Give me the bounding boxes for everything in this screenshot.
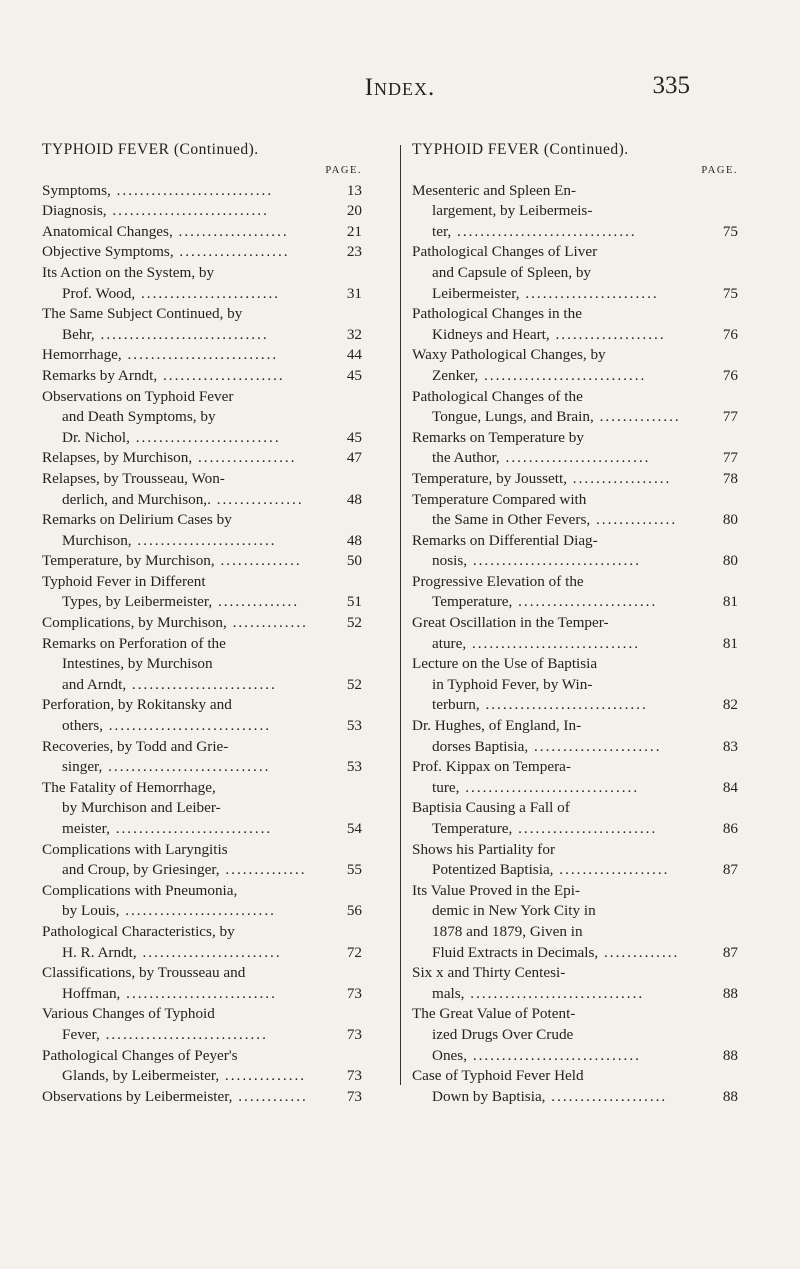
leader-dots: ....................... [519,284,659,302]
leader-dots: ........................... [106,202,269,220]
entry-text: The Fatality of Hemorrhage, [42,778,216,796]
index-entry [42,510,362,551]
entry-page: 73 [346,1025,362,1043]
entry-page: 13 [346,181,362,199]
index-entry [412,469,738,490]
index-entry [42,551,362,572]
index-entry [42,634,362,696]
entry-text: dorses Baptisia, [432,737,529,755]
entry-text: Pathological Changes of Liver [412,243,598,261]
leader-dots: ............................. [466,634,641,652]
entry-text: by Murchison and Leiber- [62,799,221,817]
entry-text: Behr, [62,325,95,343]
entry-text: and Death Symptoms, by [62,408,216,426]
entry-list [42,181,362,1108]
entry-text: Progressive Elevation of the [412,572,584,590]
leader-dots: .............. [214,552,302,570]
entry-text: Intestines, by Murchison [62,655,213,673]
entry-text: Hemorrhage, [42,346,122,364]
entry-text: Various Changes of Typhoid [42,1005,215,1023]
leader-dots: .......................... [120,984,277,1002]
running-title: Index. [364,74,436,101]
leader-dots: ................... [172,222,289,240]
leader-dots: .............. [593,408,681,426]
entry-text: Observations by Leibermeister, [42,1087,233,1105]
entry-page: 52 [346,614,362,632]
leader-dots: .............................. [459,778,640,796]
leader-dots: ............. [598,943,680,961]
entry-text: Observations on Typhoid Fever [42,387,234,405]
entry-page: 78 [722,469,738,487]
entry-text: mals, [432,984,465,1002]
entry-text: Prof. Wood, [62,284,136,302]
entry-page: 88 [722,1087,738,1105]
entry-text: Shows his Partiality for [412,840,556,858]
entry-text: Remarks on Temperature by [412,428,584,446]
entry-text: Potentized Baptisia, [432,861,554,879]
entry-text: Temperature, [432,593,513,611]
entry-page: 20 [346,202,362,220]
entry-text: in Typhoid Fever, by Win- [432,675,593,693]
entry-page: 82 [722,696,738,714]
entry-text: Dr. Nichol, [62,428,130,446]
index-entry [412,840,738,881]
entry-page: 87 [722,861,738,879]
index-entry [412,613,738,654]
leader-dots: ............................. [467,1046,641,1064]
entry-text: Prof. Kippax on Tempera- [412,758,571,776]
index-entry [42,881,362,922]
entry-text: Its Value Proved in the Epi- [412,881,581,899]
entry-page: 75 [722,284,738,302]
entry-text: Temperature, [432,820,513,837]
leader-dots: ............................... [451,222,637,240]
entry-text: Complications with Pneumonia, [42,881,238,899]
index-entry [42,263,362,304]
leader-dots: ................... [549,325,666,343]
index-entry [42,1087,362,1108]
entry-text: 1878 and 1879, Given in [432,922,583,940]
entry-text: others, [62,717,103,735]
index-entry [412,345,738,386]
page-label: PAGE. [325,164,362,176]
index-entry [412,572,738,613]
entry-page: 56 [346,902,362,920]
entry-text: the Author, [432,449,500,467]
index-entry [412,387,738,428]
leader-dots: .................... [545,1087,668,1105]
entry-page: 88 [722,1046,738,1064]
index-entry [412,181,738,243]
entry-text: the Same in Other Fevers, [432,511,591,529]
leader-dots: ................. [192,449,297,467]
entry-text: terburn, [432,696,480,714]
entry-text: Remarks by Arndt, [42,366,158,384]
entry-text: Pathological Characteristics, by [42,922,235,940]
entry-page: 73 [346,1087,362,1105]
index-column-right [412,140,738,1107]
index-entry [412,798,738,839]
entry-page: 76 [722,325,738,343]
entry-text: Relapses, by Murchison, [42,449,193,467]
entry-page: 44 [346,346,362,364]
index-entry [42,304,362,345]
leader-dots: ........................ [131,531,277,549]
entry-text: Pathological Changes of Peyer's [42,1046,238,1064]
leader-dots: ............................ [478,366,647,384]
entry-text: Perforation, by Rokitansky and [42,696,232,714]
entry-page: 50 [346,552,362,570]
leader-dots: .............. [212,593,300,611]
entry-text: ature, [432,634,467,652]
leader-dots: .............................. [464,984,645,1002]
entry-text: ter, [432,222,452,240]
entry-page: 53 [346,717,362,735]
entry-text: The Same Subject Continued, by [42,305,243,323]
leader-dots: ............................. [94,325,269,343]
entry-text: Hoffman, [62,984,121,1002]
entry-text: Case of Typhoid Fever Held [412,1067,584,1085]
entry-page: 73 [346,1067,362,1085]
entry-page: 23 [346,243,362,261]
entry-text: Remarks on Differential Diag- [412,531,598,549]
leader-dots: ........................ [512,820,658,837]
column-title: TYPHOID FEVER (Continued). [412,141,629,158]
leader-dots: ............................ [102,758,271,776]
entry-text: and Croup, by Griesinger, [62,861,220,879]
index-entry [42,345,362,366]
entry-page: 52 [346,675,362,693]
entry-page: 77 [722,408,738,426]
entry-text: derlich, and Murchison,. [62,490,211,508]
entry-page: 83 [722,737,738,755]
entry-page: 72 [346,943,362,961]
leader-dots: .......................... [121,346,279,364]
leader-dots: ......................... [129,428,281,446]
leader-dots: ........................ [135,284,281,302]
index-entry [42,963,362,1004]
entry-text: and Arndt, [62,675,127,693]
entry-page: 55 [346,861,362,879]
entry-text: Relapses, by Trousseau, Won- [42,469,225,487]
leader-dots: ........................... [109,820,273,837]
entry-text: Fluid Extracts in Decimals, [432,943,599,961]
index-column-left [42,140,362,1107]
index-entry [42,181,362,202]
leader-dots: ........................ [136,943,282,961]
entry-text: Murchison, [62,531,132,549]
leader-dots: ............................ [479,696,648,714]
entry-page: 88 [722,984,738,1002]
leader-dots: ................... [553,861,670,879]
entry-text: Symptoms, [42,181,111,199]
entry-text: Diagnosis, [42,202,107,220]
entry-text: by Louis, [62,902,120,920]
entry-text: largement, by Leibermeis- [432,202,593,220]
entry-text: Glands, by Leibermeister, [62,1067,220,1085]
entry-text: Recoveries, by Todd and Grie- [42,737,229,755]
entry-list [412,181,738,1108]
entry-page: 84 [722,778,738,796]
entry-text: Temperature Compared with [412,490,587,508]
entry-page: 31 [346,284,362,302]
entry-text: Leibermeister, [432,284,520,302]
page-header [0,70,800,110]
entry-text: Classifications, by Trousseau and [42,964,246,982]
index-entry [412,881,738,963]
entry-page: 32 [346,325,362,343]
index-entry [412,716,738,757]
entry-page: 47 [346,449,362,467]
leader-dots: ............................ [102,717,272,735]
index-entry [42,366,362,387]
index-entry [42,222,362,243]
entry-text: Down by Baptisia, [432,1087,546,1105]
leader-dots: ..................... [157,366,285,384]
leader-dots: ........................ [512,593,658,611]
entry-text: Great Oscillation in the Temper- [412,614,609,632]
entry-text: Waxy Pathological Changes, by [412,346,606,364]
entry-page: 51 [346,593,362,611]
entry-page: 53 [346,758,362,776]
index-entry [412,428,738,469]
leader-dots: .......................... [119,902,276,920]
entry-text: Complications, by Murchison, [42,614,227,632]
leader-dots: ............. [226,614,308,632]
entry-text: Mesenteric and Spleen En- [412,181,577,199]
entry-text: Zenker, [432,366,479,384]
entry-page: 75 [722,222,738,240]
index-entry [42,840,362,881]
leader-dots: .............. [219,861,307,879]
index-entry [412,654,738,716]
entry-text: Tongue, Lungs, and Brain, [432,408,594,426]
index-entry [412,1066,738,1107]
leader-dots: ............... [210,490,304,508]
entry-page: 81 [722,593,738,611]
page-label: PAGE. [701,164,738,176]
leader-dots: ............ [232,1087,308,1105]
index-entry [412,531,738,572]
entry-text: The Great Value of Potent- [412,1005,576,1023]
entry-text: Dr. Hughes, of England, In- [412,717,582,735]
entry-text: Lecture on the Use of Baptisia [412,655,598,673]
leader-dots: ...................... [528,737,662,755]
leader-dots: ................. [567,469,672,487]
entry-text: Temperature, by Joussett, [412,469,567,487]
index-entry [42,201,362,222]
leader-dots: ............................ [99,1025,268,1043]
index-entry [42,778,362,840]
entry-text: H. R. Arndt, [62,943,137,961]
leader-dots: ................... [173,243,290,261]
entry-page: 45 [346,428,362,446]
index-entry [412,304,738,345]
entry-text: demic in New York City in [432,902,596,920]
entry-page: 81 [722,634,738,652]
entry-page: 80 [722,511,738,529]
entry-page: 76 [722,366,738,384]
column-title: TYPHOID FEVER (Continued). [42,141,259,158]
entry-page: 54 [346,820,362,837]
entry-text: Baptisia Causing a Fall of [412,799,570,817]
index-entry [42,242,362,263]
index-entry [412,963,738,1004]
entry-page: 48 [346,490,362,508]
index-entry [42,572,362,613]
entry-text: Pathological Changes of the [412,387,583,405]
leader-dots: ......................... [126,675,277,693]
index-entry [42,469,362,510]
entry-page: 80 [722,552,738,570]
entry-text: Complications with Laryngitis [42,840,228,858]
entry-text: Types, by Leibermeister, [62,593,213,611]
index-entry [42,613,362,634]
entry-text: Its Action on the System, by [42,263,215,281]
entry-text: Remarks on Perforation of the [42,634,226,652]
entry-text: singer, [62,758,103,776]
entry-text: Anatomical Changes, [42,222,173,240]
leader-dots: .............. [219,1067,307,1085]
index-entry [42,695,362,736]
index-entry [42,737,362,778]
entry-page: 73 [346,984,362,1002]
entry-page: 21 [346,222,362,240]
entry-page: 77 [722,449,738,467]
index-entry [42,387,362,449]
leader-dots: ............................. [467,552,641,570]
index-entry [42,922,362,963]
entry-text: nosis, [432,552,468,570]
entry-page: 48 [346,531,362,549]
entry-text: ture, [432,778,460,796]
leader-dots: ........................... [110,181,274,199]
index-entry [412,757,738,798]
entry-page: 86 [722,820,738,837]
entry-text: Typhoid Fever in Different [42,572,206,590]
entry-text: Fever, [62,1025,100,1043]
index-entry [412,242,738,304]
entry-text: Ones, [432,1046,468,1064]
entry-page: 87 [722,943,738,961]
leader-dots: ......................... [499,449,651,467]
index-entry [42,1004,362,1045]
index-entry [42,448,362,469]
entry-text: ized Drugs Over Crude [432,1025,574,1043]
entry-text: Kidneys and Heart, [432,325,550,343]
page-number: 335 [652,72,690,99]
index-entry [412,1004,738,1066]
entry-page: 45 [346,366,362,384]
entry-text: Temperature, by Murchison, [42,552,215,570]
entry-text: and Capsule of Spleen, by [432,263,592,281]
entry-text: Objective Symptoms, [42,243,174,261]
entry-text: Pathological Changes in the [412,305,582,323]
entry-text: meister, [62,820,110,837]
entry-text: Six x and Thirty Centesi- [412,964,566,982]
index-entry [42,1046,362,1087]
leader-dots: .............. [590,511,678,529]
column-divider [400,145,401,1085]
entry-text: Remarks on Delirium Cases by [42,511,232,529]
index-entry [412,490,738,531]
